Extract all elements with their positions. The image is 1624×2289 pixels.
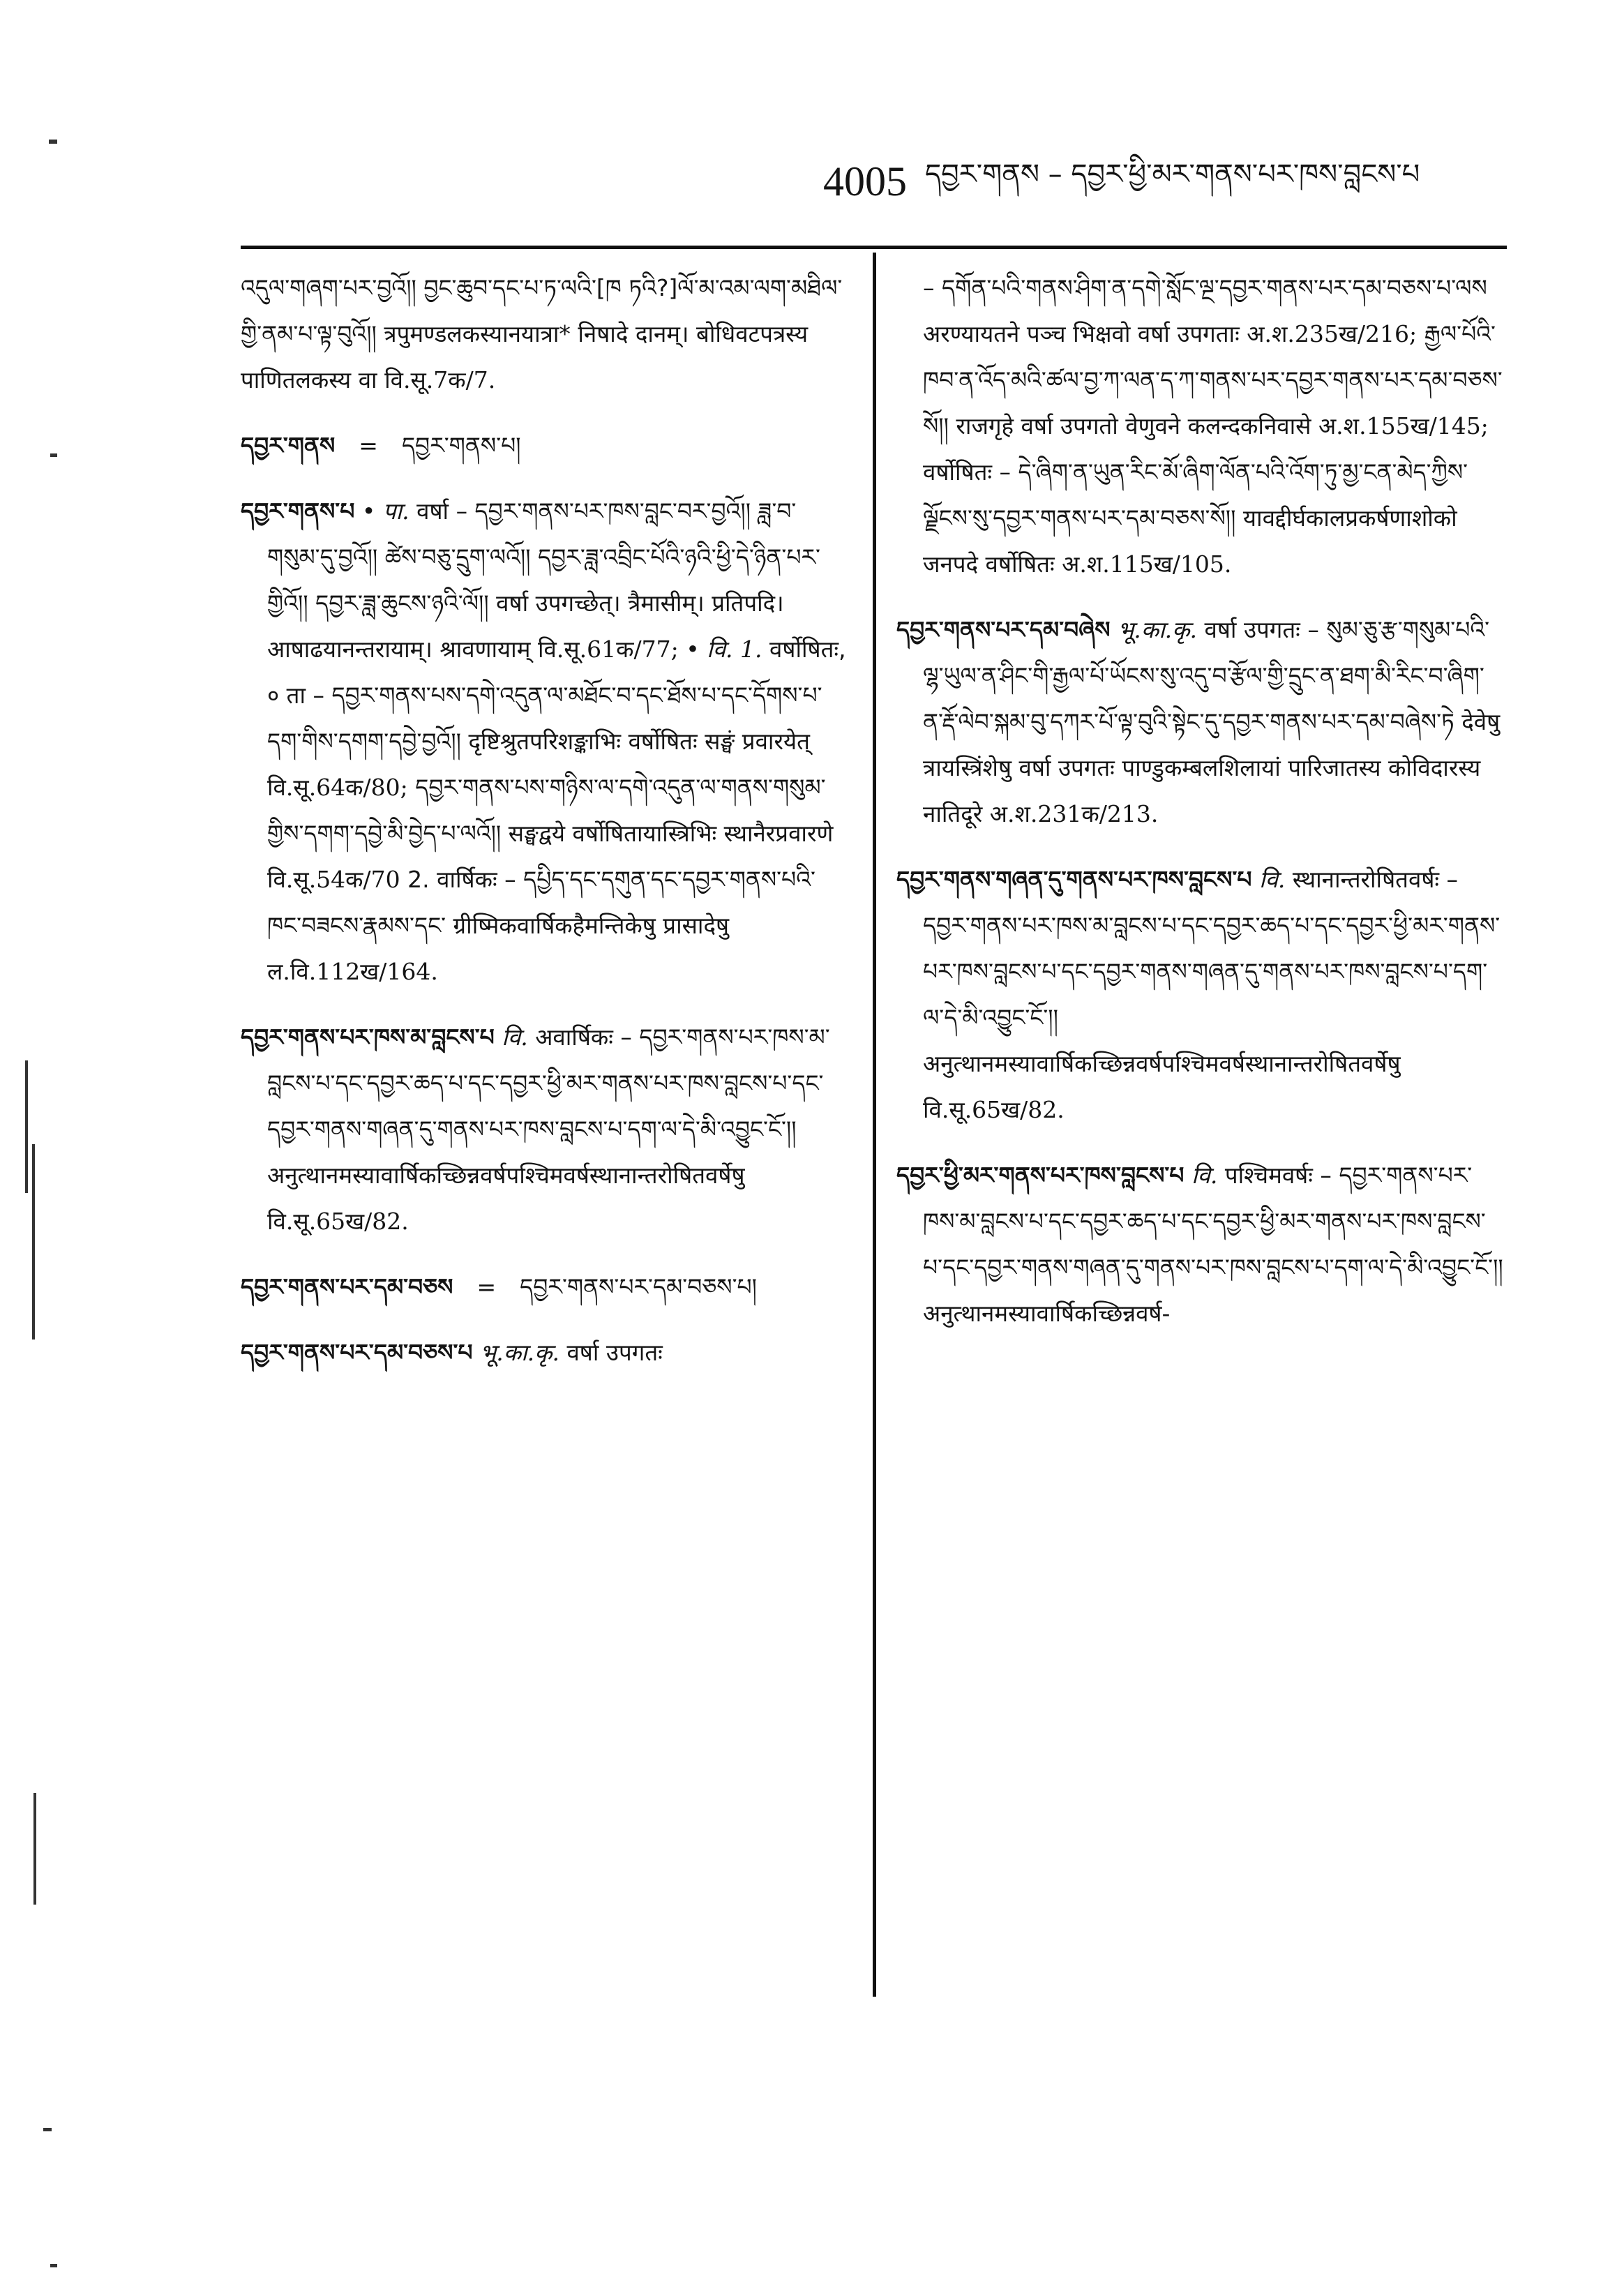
scan-mark xyxy=(50,2264,57,2267)
entry-reference: ल.वि.112ख/164. xyxy=(267,958,438,985)
scan-mark xyxy=(32,1144,35,1339)
page-header xyxy=(823,140,1521,223)
equals-sign: = xyxy=(359,432,378,459)
header-rule xyxy=(241,246,1507,249)
entry-headword: དབྱར་གནས་པ xyxy=(241,497,355,525)
entry xyxy=(241,1014,848,1245)
entry-text: वर्षोषितः, ० ता – དབྱར་གནས་པས་དགེ་འདུན་ལ་མཐོང་བ་དང་ཐོས་པ་དང་དོགས་པ་དག་གིས་དགག་དབྱེ་བྱའོ།། दृष्टिश्रुतपरिशङ्काभिः वर्षोषितः सङ्घं प्रवारयेत् xyxy=(267,636,846,755)
entry xyxy=(241,1330,848,1376)
entry-text: དབྱར་གནས་པས་གཉིས་ལ་དགེ་འདུན་ལ་གནས་གསུམ་གྱིས་དགག་དབྱེ་མི་བྱེད་པ་ལའོ།། सङ्घद्वये वर्षोषितायास्त्रिभिः स्थानैरप्रवारणे xyxy=(267,774,834,847)
entry-text: अवार्षिकः – དབྱར་གནས་པར་ཁས་མ་བླངས་པ་དང་དབྱར་ཆད་པ་དང་དབྱར་ཕྱི་མར་གནས་པར་ཁས་བླངས་པ་དང་དབྱར་གནས་གཞན་དུ་གནས་པར་ཁས་བླངས་པ་དག་ལ་དེ་མི་འབྱུང་ངོ་།། अनुत्थानमस्यावार्षिकच्छिन्नवर्षपश्चिमवर्षस्थानान्तरोषितवर्षेषु xyxy=(267,1023,830,1189)
entry-reference: अ.श.235ख/216; xyxy=(1247,320,1418,347)
entry-text: वर्षोषितः – དེ་ཞིག་ན་ཡུན་རིང་མོ་ཞིག་ལོན་པའི་འོག་ཏུ་མྱ་ངན་མེད་ཀྱིས་ལྗོངས་སུ་དབྱར་གནས་པར་དམ་བཅས་སོ།། यावद्दीर्घकालप्रकर्षणाशोको जनपदे वर्षोषितः xyxy=(923,458,1468,578)
scan-mark xyxy=(25,1060,28,1193)
entry xyxy=(896,607,1503,837)
entry-headword: དབྱར་གནས་གཞན་དུ་གནས་པར་ཁས་བླངས་པ xyxy=(896,866,1252,893)
entry-continuation xyxy=(241,265,848,403)
grammar-label: भू.का.कृ. xyxy=(480,1339,559,1366)
entry-text: वर्षा – དབྱར་གནས་པར་ཁས་བླང་བར་བྱའོ།། ཟླ་བ་གསུམ་དུ་བྱའོ།། ཚེས་བཅུ་དྲུག་ལའོ།། དབྱར་ཟླ་འབྲིང་པོའི་ཉའི་ཕྱི་དེ་ཉིན་པར་གྱིའོ།། དབྱར་ཟླ་ཆུངས་ཉའི་ལོ།། वर्षा उपगच्छेत्। त्रैमासीम्। प्रतिपदि। आषाढयानन्तरायाम्। श्रावणायाम् xyxy=(267,497,820,663)
entry-reference: अ.श.231क/213. xyxy=(989,800,1159,827)
entry-reference: वि.सू.61क/77; xyxy=(537,636,679,663)
entry-headword: དབྱར་གནས་པར་དམ་བཅས xyxy=(241,1273,453,1300)
entry-reference: वि.सू.64क/80; xyxy=(267,774,408,801)
left-column xyxy=(241,265,848,2009)
scan-mark xyxy=(50,453,57,457)
page-number: 4005 xyxy=(823,158,907,204)
entry-headword: དབྱར་གནས xyxy=(241,432,336,459)
column-divider xyxy=(873,253,876,1997)
entry-reference: वि.सू.65ख/82. xyxy=(267,1208,409,1235)
entry xyxy=(241,488,848,995)
guide-words: དབྱར་གནས – དབྱར་ཕྱི་མར་གནས་པར་ཁས་བླངས་པ xyxy=(925,158,1420,190)
entry-text: 2. वार्षिकः – དཔྱིད་དང་དགུན་དང་དབྱར་གནས་པའི་ཁང་བཟངས་རྣམས་དང་ ग्रीष्मिकवार्षिकहैमन्तिकेषु प्रासादेषु xyxy=(267,866,815,939)
entry-target: དབྱར་གནས་པ། xyxy=(401,432,521,459)
entry-headword: དབྱར་ཕྱི་མར་གནས་པར་ཁས་བླངས་པ xyxy=(896,1162,1185,1189)
entry-text: – དགོན་པའི་གནས་ཤིག་ན་དགེ་སློང་ལྔ་དབྱར་གནས་པར་དམ་བཅས་པ་ལས अरण्यायतने पञ्च भिक्षवो वर्षा उपगताः xyxy=(923,274,1487,347)
right-column xyxy=(896,265,1503,2009)
scan-mark xyxy=(33,1793,36,1905)
entry-cross-ref xyxy=(241,423,848,469)
grammar-label: वि. xyxy=(1191,1162,1218,1189)
entry-reference: वि.सू.65ख/82. xyxy=(923,1096,1065,1123)
scan-mark xyxy=(43,2128,52,2131)
entry-target: དབྱར་གནས་པར་དམ་བཅས་པ། xyxy=(520,1273,757,1300)
entry-reference: वि.सू.7क/7. xyxy=(384,366,496,393)
entry-headword: དབྱར་གནས་པར་ཁས་མ་བླངས་པ xyxy=(241,1023,495,1051)
grammar-label: भू.का.कृ. xyxy=(1118,616,1197,643)
entry-text: पश्चिमवर्षः – དབྱར་གནས་པར་ཁས་མ་བླངས་པ་དང་དབྱར་ཆད་པ་དང་དབྱར་ཕྱི་མར་གནས་པར་ཁས་བླངས་པ་དང་དབྱར་གནས་གཞན་དུ་གནས་པར་ཁས་བླངས་པ་དག་ལ་དེ་མི་འབྱུང་ངོ་།། अनुत्थानमस्यावार्षिकच्छिन्नवर्ष- xyxy=(923,1162,1503,1327)
entry xyxy=(896,857,1503,1133)
entry-text: འདུལ་གཞག་པར་བྱའོ།། བྱང་ཆུབ་དང་པ་ཏ་ལའི་[ཁ ཏའི?]ལོ་མ་འམ་ལག་མཐིལ་གྱི་ནམ་པ་ལྟ་བུའོ།། त्रपुमण्डलकस्यानयात्रा* निषादे दानम्। बोधिवटपत्रस्य पाणितलकस्य वा xyxy=(241,274,843,393)
entry-text: वर्षा उपगतः xyxy=(566,1339,663,1366)
entry-reference: अ.श.115ख/105. xyxy=(1062,550,1232,578)
entry-headword: དབྱར་གནས་པར་དམ་བཞེས xyxy=(896,616,1111,643)
grammar-label: • पा. xyxy=(361,497,409,525)
entry-headword: དབྱར་གནས་པར་དམ་བཅས་པ xyxy=(241,1339,473,1366)
entry-text: རྒྱལ་པོའི་ཁབ་ན་འོད་མའི་ཚལ་བྱ་ཀ་ལན་ད་ཀ་གནས་པར་དབྱར་གནས་པར་དམ་བཅས་སོ།། राजगृहे वर्षा उपगतो वेणुवने कलन्दकनिवासे xyxy=(923,320,1503,440)
entry-cross-ref xyxy=(241,1264,848,1310)
equals-sign: = xyxy=(476,1273,497,1300)
grammar-label: • वि. 1. xyxy=(686,636,762,663)
scan-mark xyxy=(49,140,57,144)
entry-reference: अ.श.155ख/145; xyxy=(1318,412,1489,440)
grammar-label: वि. xyxy=(502,1023,528,1051)
entry-reference: वि.सू.54क/70 xyxy=(267,866,400,893)
grammar-label: वि. xyxy=(1258,866,1286,893)
entry-text: स्थानान्तरोषितवर्षः – དབྱར་གནས་པར་ཁས་མ་བླངས་པ་དང་དབྱར་ཆད་པ་དང་དབྱར་ཕྱི་མར་གནས་པར་ཁས་བླངས་པ་དང་དབྱར་གནས་གཞན་དུ་གནས་པར་ཁས་བླངས་པ་དག་ལ་དེ་མི་འབྱུང་ངོ་།། अनुत्थानमस्यावार्षिकच्छिन्नवर्षपश्चिमवर्षस्थानान्तरोषितवर्षेषु xyxy=(923,866,1501,1077)
entry-continuation xyxy=(896,265,1503,587)
entry-text: वर्षा उपगतः – སུམ་ཅུ་རྩ་གསུམ་པའི་ལྷ་ཡུལ་ན་ཤིང་གི་རྒྱལ་པོ་ཡོངས་སུ་འདུ་བ་རྩོལ་གྱི་དྲུང་ན་ཐག་མི་རིང་བ་ཞིག་ན་རྡོ་ལེབ་སྐམ་བུ་དཀར་པོ་ལྟ་བུའི་སྟེང་དུ་དབྱར་གནས་པར་དམ་བཞེས་ཏེ देवेषु त्रायस्त्रिंशेषु वर्षा उपगतः पाण्डुकम्बलशिलायां पारिजातस्य कोविदारस्य नातिदूरे xyxy=(923,616,1501,827)
entry xyxy=(896,1153,1503,1337)
